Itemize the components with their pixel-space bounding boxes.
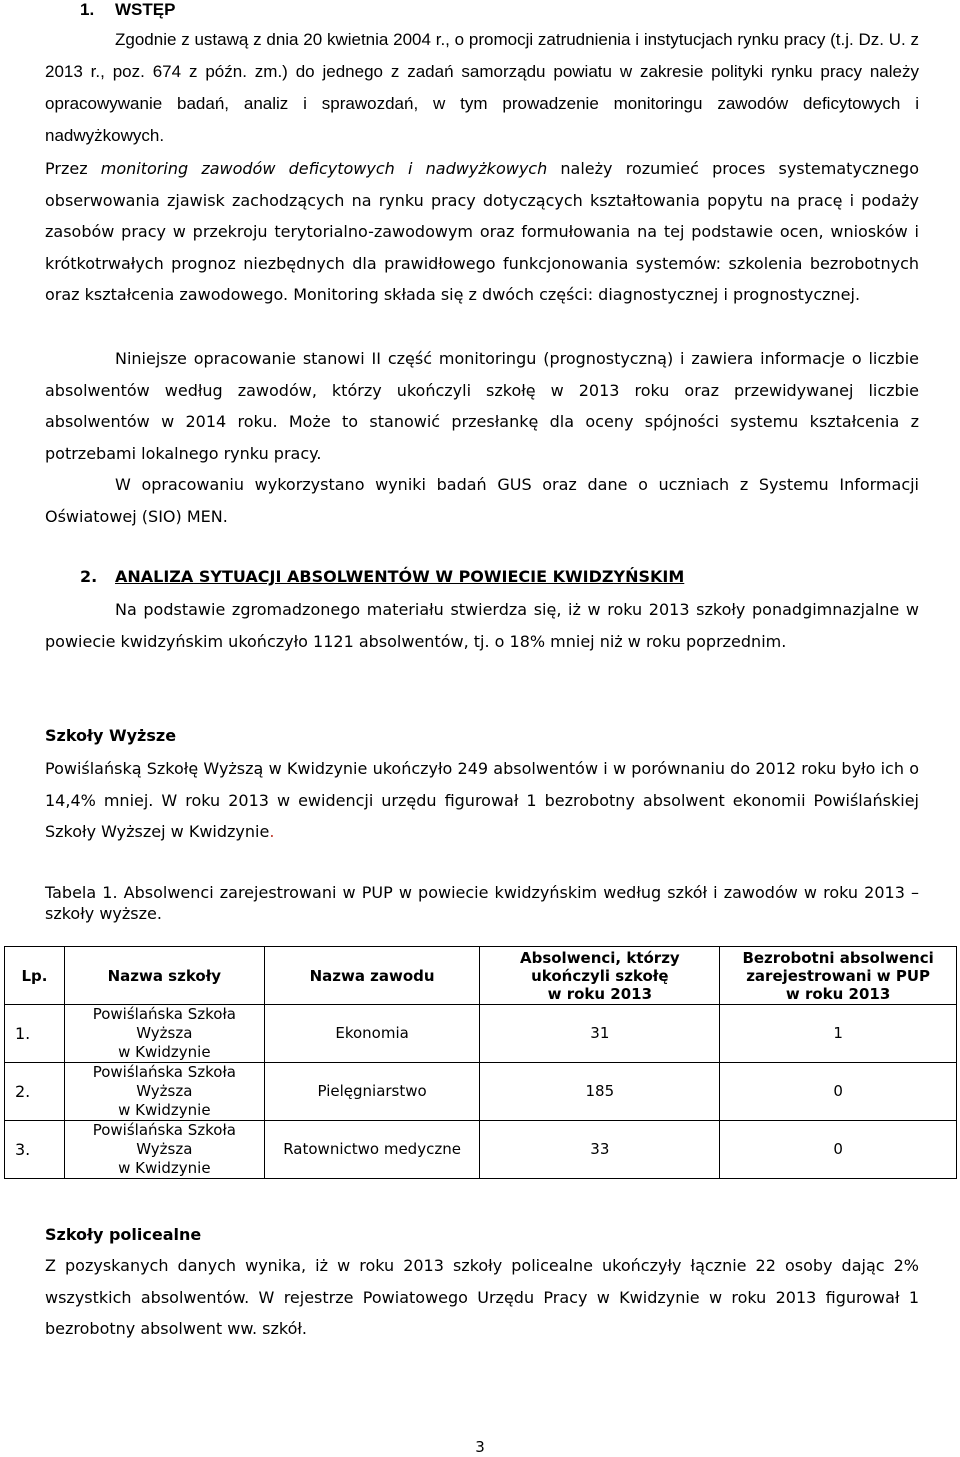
section-1-heading bbox=[80, 0, 175, 20]
postsecondary-heading: Szkoły policealne bbox=[45, 1225, 202, 1244]
table-header-row bbox=[5, 947, 957, 1005]
higher-schools-paragraph: Powiślańską Szkołę Wyższą w Kwidzynie ukończyło 249 absolwentów i w porównaniu do 2012 roku było ich o 14,4% mniej. W roku 2013 w ewidencji urzędu figurował 1 bezrobotny absolwent ekonomii Powiślańskiej Szkoły Wyższej w Kwidzynie. bbox=[45, 759, 919, 842]
graduates-table bbox=[4, 946, 957, 1179]
page-number: 3 bbox=[475, 1438, 485, 1456]
header-lp: Lp. bbox=[5, 947, 65, 1005]
section-1-number: 1. bbox=[80, 0, 95, 19]
cell-profession: Pielęgniarstwo bbox=[264, 1063, 480, 1121]
header-profession: Nazwa zawodu bbox=[264, 947, 480, 1005]
cell-graduates: 31 bbox=[480, 1005, 720, 1063]
cell-lp: 2. bbox=[5, 1063, 65, 1121]
table-row bbox=[5, 1005, 957, 1063]
cell-school: Powiślańska Szkoła Wyższa w Kwidzynie bbox=[64, 1005, 264, 1063]
study-scope-paragraph: Niniejsze opracowanie stanowi II część monitoringu (prognostyczną) i zawiera informacje o liczbie absolwentów według zawodów, którzy ukończyli szkołę w 2013 roku oraz przewidywanej liczbie absolwentów w 2014 roku. Może to stanowić przesłankę dla oceny spójności systemu kształcenia z potrzebami lokalnego rynku pracy. bbox=[45, 349, 919, 463]
cell-unemployed: 0 bbox=[720, 1063, 957, 1121]
cell-unemployed: 1 bbox=[720, 1005, 957, 1063]
intro-paragraph: Zgodnie z ustawą z dnia 20 kwietnia 2004 r., o promocji zatrudnienia i instytucjach rynku pracy (t.j. Dz. U. z 2013 r., poz. 674 z późn. zm.) do jednego z zadań samorządu powiatu w zakresie polityki rynku pracy należy opracowywanie badań, analiz i sprawozdań, w tym prowadzenie monitoringu zawodów deficytowych i nadwyżkowych. bbox=[45, 30, 919, 145]
section-2-number: 2. bbox=[80, 567, 98, 586]
header-school: Nazwa szkoły bbox=[64, 947, 264, 1005]
higher-schools-heading: Szkoły Wyższe bbox=[45, 726, 177, 745]
section-1-title: WSTĘP bbox=[115, 0, 176, 19]
table-caption: Tabela 1. Absolwenci zarejestrowani w PUP w powiecie kwidzyńskim według szkół i zawodów w roku 2013 – szkoły wyższe. bbox=[45, 883, 919, 923]
section-2-heading bbox=[80, 567, 684, 586]
table-row bbox=[5, 1063, 957, 1121]
cell-unemployed: 0 bbox=[720, 1121, 957, 1179]
data-sources-paragraph: W opracowaniu wykorzystano wyniki badań GUS oraz dane o uczniach z Systemu Informacji Oświatowej (SIO) MEN. bbox=[45, 475, 919, 526]
cell-school: Powiślańska Szkoła Wyższa w Kwidzynie bbox=[64, 1063, 264, 1121]
header-unemployed: Bezrobotni absolwenci zarejestrowani w PUP w roku 2013 bbox=[720, 947, 957, 1005]
cell-school: Powiślańska Szkoła Wyższa w Kwidzynie bbox=[64, 1121, 264, 1179]
table-row bbox=[5, 1121, 957, 1179]
cell-lp: 3. bbox=[5, 1121, 65, 1179]
monitoring-term: monitoring zawodów deficytowych i nadwyżkowych bbox=[100, 159, 548, 178]
monitoring-definition-paragraph: Przez monitoring zawodów deficytowych i nadwyżkowych należy rozumieć proces systematycznego obserwowania zjawisk zachodzących na rynku pracy dotyczących kształtowania popytu na pracę i podaży zasobów pracy w przekroju terytorialno-zawodowym oraz formułowania na tej podstawie ocen, wniosków i krótkotrwałych prognoz niezbędnych dla prawidłowego funkcjonowania systemów: szkolenia bezrobotnych oraz kształcenia zawodowego. Monitoring składa się z dwóch części: diagnostycznej i prognostycznej. bbox=[45, 159, 919, 305]
graduates-summary-paragraph: Na podstawie zgromadzonego materiału stwierdza się, iż w roku 2013 szkoły ponadgimnazjalne w powiecie kwidzyńskim ukończyło 1121 absolwentów, tj. o 18% mniej niż w roku poprzednim. bbox=[45, 600, 919, 651]
cell-profession: Ekonomia bbox=[264, 1005, 480, 1063]
cell-graduates: 33 bbox=[480, 1121, 720, 1179]
cell-lp: 1. bbox=[5, 1005, 65, 1063]
cell-profession: Ratownictwo medyczne bbox=[264, 1121, 480, 1179]
postsecondary-paragraph: Z pozyskanych danych wynika, iż w roku 2013 szkoły policealne ukończyły łącznie 22 osoby dając 2% wszystkich absolwentów. W rejestrze Powiatowego Urzędu Pracy w Kwidzynie w roku 2013 figurował 1 bezrobotny absolwent ww. szkół. bbox=[45, 1256, 919, 1339]
section-2-title: ANALIZA SYTUACJI ABSOLWENTÓW W POWIECIE KWIDZYŃSKIM bbox=[115, 567, 685, 586]
header-graduates: Absolwenci, którzy ukończyli szkołę w roku 2013 bbox=[480, 947, 720, 1005]
cell-graduates: 185 bbox=[480, 1063, 720, 1121]
